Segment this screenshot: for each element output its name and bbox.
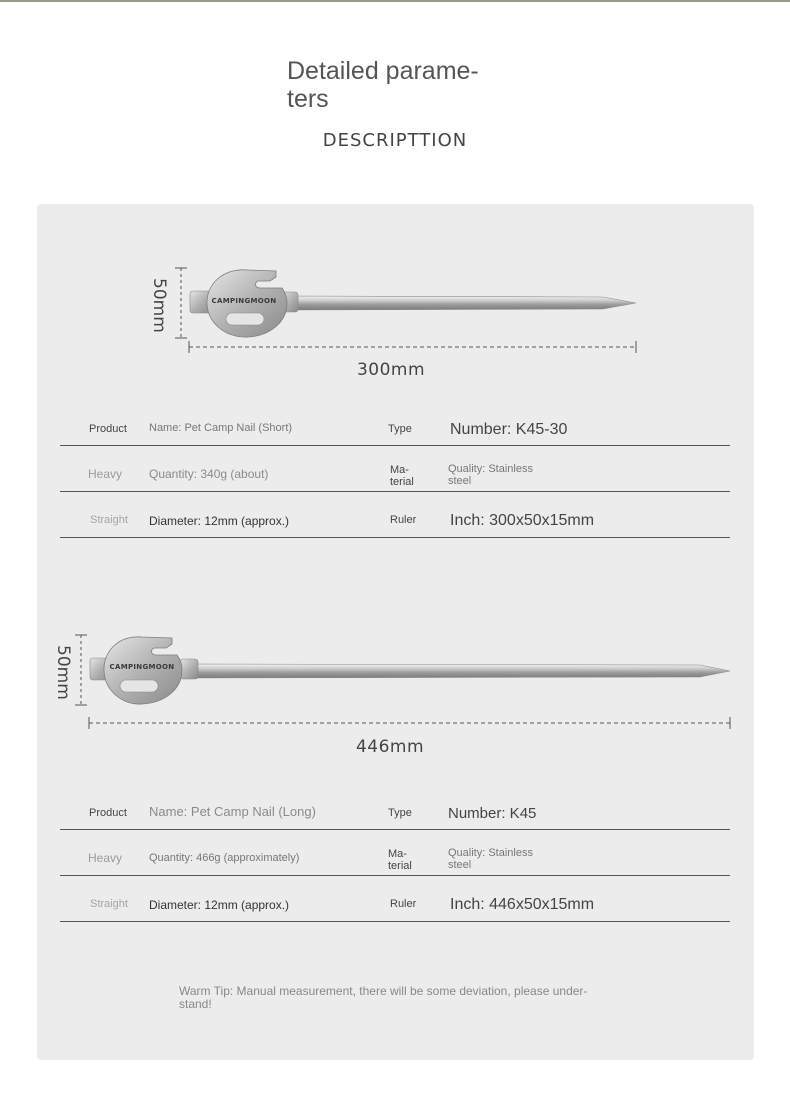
brand-engraving-long: CAMPINGMOON [109, 663, 175, 671]
type-label-1: Type [388, 423, 412, 435]
nail-shaft-long [190, 664, 730, 678]
height-dimension-long [75, 635, 87, 705]
ruler-label-1: Ruler [390, 514, 417, 526]
type-label-2: Type [388, 807, 412, 819]
diameter-value-1: Diameter: 12mm (approx.) [149, 514, 290, 528]
straight-label-2: Straight [90, 898, 128, 910]
length-label-long: 446mm [355, 737, 425, 757]
length-dimension-long [89, 717, 730, 729]
length-label-short: 300mm [356, 360, 426, 380]
height-dimension-short [175, 268, 187, 338]
warm-tip: Warm Tip: Manual measurement, there will be some deviation, please under- stand! [179, 984, 588, 1011]
inch-value-1: Inch: 300x50x15mm [450, 512, 595, 529]
table-divider [60, 921, 730, 922]
nail-shaft-short [290, 296, 636, 310]
ruler-label-2: Ruler [390, 898, 417, 910]
name-value-2: Name: Pet Camp Nail (Long) [149, 804, 316, 819]
brand-engraving-short: CAMPINGMOON [211, 297, 277, 305]
material-label-1: Ma- terial [390, 464, 414, 488]
product-label-2: Product [89, 807, 127, 819]
heavy-label-2: Heavy [88, 851, 123, 865]
inch-value-2: Inch: 446x50x15mm [450, 896, 595, 913]
quantity-value-2: Quantity: 466g (approximately) [149, 852, 300, 864]
name-value-1: Name: Pet Camp Nail (Short) [149, 422, 293, 434]
table-divider [60, 445, 730, 446]
page-subtitle: DESCRIPTTION [322, 130, 468, 151]
height-label-long: 50mm [53, 645, 73, 700]
material-label-2: Ma- terial [388, 848, 412, 872]
table-divider [60, 537, 730, 538]
height-label-short: 50mm [149, 278, 169, 333]
quality-value-2: Quality: Stainless steel [448, 847, 533, 871]
heavy-label-1: Heavy [88, 467, 123, 481]
length-dimension-short [189, 341, 636, 353]
quality-value-1: Quality: Stainless steel [448, 463, 533, 487]
quantity-value-1: Quantity: 340g (about) [149, 467, 269, 481]
product-label-1: Product [89, 423, 127, 435]
page-title: Detailed parame- ters [287, 57, 479, 113]
table-divider [60, 829, 730, 830]
diameter-value-2: Diameter: 12mm (approx.) [149, 898, 290, 912]
table-divider [60, 875, 730, 876]
number-value-2: Number: K45 [448, 805, 537, 822]
table-divider [60, 491, 730, 492]
number-value-1: Number: K45-30 [450, 421, 568, 438]
straight-label-1: Straight [90, 514, 128, 526]
